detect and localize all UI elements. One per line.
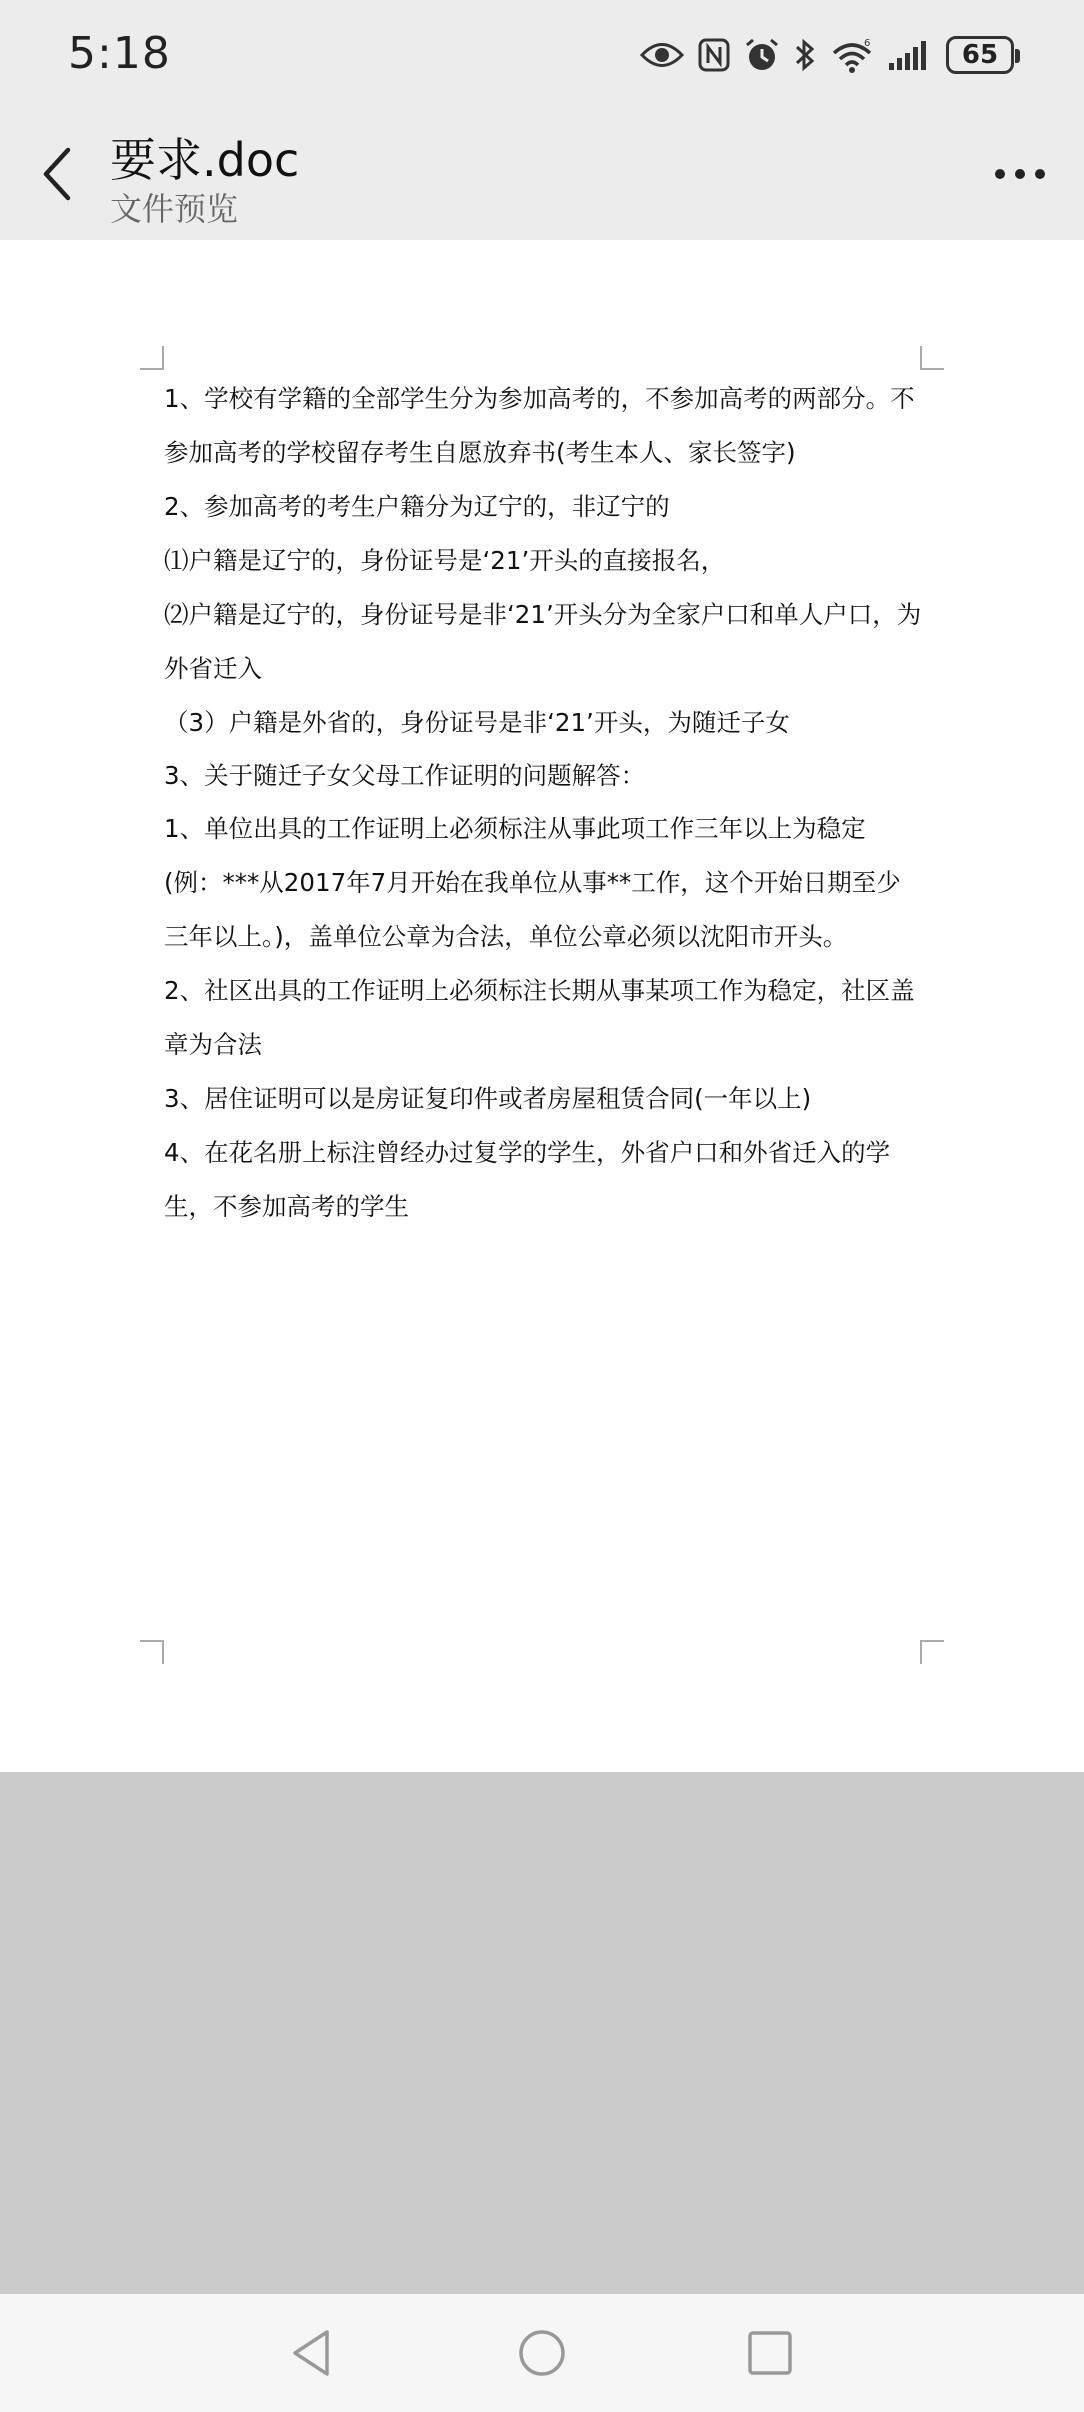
crop-mark-bottom-right (920, 1640, 944, 1664)
status-icons (626, 30, 1014, 80)
status-bar (0, 0, 1084, 112)
chevron-left-icon (38, 146, 74, 202)
paragraph-9: 3、居住证明可以是房证复印件或者房屋租赁合同(一年以上) (164, 1084, 812, 1113)
nav-recent-button[interactable] (735, 2318, 805, 2388)
nav-recent-icon (747, 2330, 793, 2376)
paragraph-5: （3）户籍是外省的，身份证号是非‘21’开头，为随迁子女 (164, 708, 790, 737)
paragraph-1: 1、学校有学籍的全部学生分为参加高考的，不参加高考的两部分。不参加高考的学校留存考生自愿放弃书(考生本人、家长签字) (164, 384, 915, 467)
crop-mark-top-right (920, 346, 944, 370)
paragraph-2: 2、参加高考的考生户籍分为辽宁的，非辽宁的 (164, 492, 670, 521)
nav-back-button[interactable] (276, 2318, 346, 2388)
paragraph-4: ⑵户籍是辽宁的，身份证号是非‘21’开头分为全家户口和单人户口，为外省迁入 (164, 600, 922, 683)
bluetooth-icon (794, 37, 816, 73)
document-title: 要求.doc (110, 133, 300, 187)
back-button[interactable] (24, 134, 88, 214)
crop-mark-top-left (140, 346, 164, 370)
signal-icon (888, 39, 932, 71)
eye-icon (640, 40, 684, 70)
crop-mark-bottom-left (140, 1640, 164, 1664)
wifi-icon (830, 37, 874, 73)
app-header (0, 112, 1084, 240)
nav-home-button[interactable] (507, 2318, 577, 2388)
nav-home-icon (517, 2328, 567, 2378)
more-options-button[interactable] (984, 142, 1056, 206)
alarm-icon (744, 37, 780, 73)
nav-back-icon (289, 2328, 333, 2378)
paragraph-7: 1、单位出具的工作证明上必须标注从事此项工作三年以上为稳定(例：***从2017年7月开始在我单位从事**工作，这个开始日期至少三年以上。)，盖单位公章为合法，单位公章必须以沈阳市开头。 (164, 814, 901, 951)
nfc-icon (698, 38, 730, 72)
svg-text:6: 6 (864, 38, 871, 49)
paragraph-10: 4、在花名册上标注曾经办过复学的学生，外省户口和外省迁入的学生，不参加高考的学生 (164, 1138, 891, 1221)
more-dots-icon (994, 168, 1046, 180)
system-nav-bar (0, 2294, 1084, 2412)
document-body (164, 372, 924, 1234)
paragraph-8: 2、社区出具的工作证明上必须标注长期从事某项工作为稳定，社区盖章为合法 (164, 976, 915, 1059)
status-time: 5:18 (68, 28, 171, 79)
paragraph-6: 3、关于随迁子女父母工作证明的问题解答： (164, 761, 646, 790)
battery-level: 65 (946, 36, 1014, 74)
document-page[interactable] (0, 240, 1084, 1772)
document-subtitle: 文件预览 (110, 190, 239, 228)
battery-icon (946, 36, 1014, 74)
paragraph-3: ⑴户籍是辽宁的，身份证号是‘21’开头的直接报名， (164, 546, 726, 575)
